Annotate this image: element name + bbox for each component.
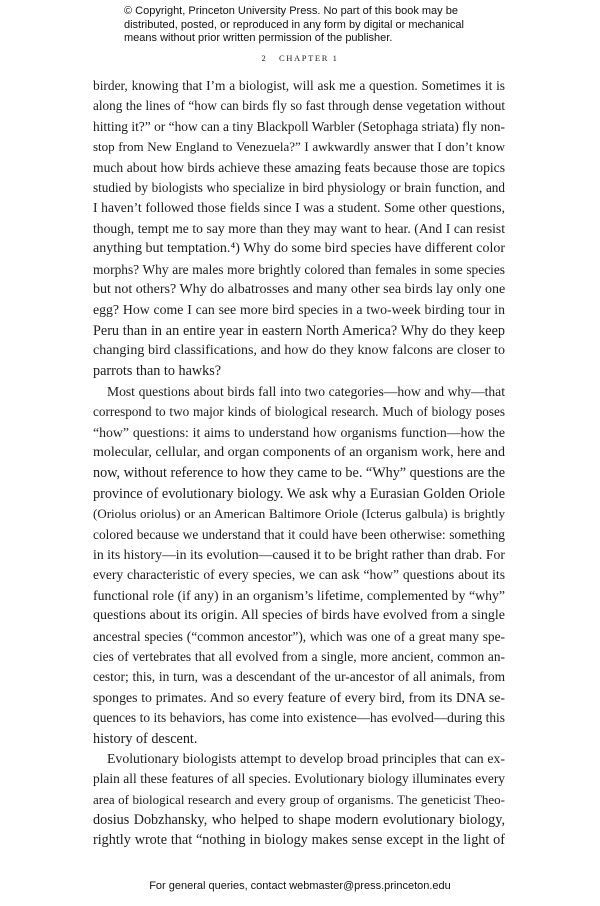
text-line: studied by biologists who specialize in bird physiology or brain function, and (93, 179, 505, 195)
footer-contact: For general queries, contact webmaster@press.princeton.edu (149, 880, 451, 892)
text-line: morphs? Why are males more brightly colored than females in some species (93, 261, 505, 277)
text-line: colored because we understand that it could have been otherwise: something (93, 526, 505, 542)
paragraph (93, 382, 505, 749)
text-line: province of evolutionary biology. We ask why a Eurasian Golden Oriole (93, 485, 505, 502)
text-line: “how” questions: it aims to understand how organisms function—how the (93, 424, 505, 440)
text-line: quences to its behaviors, has come into existence—has evolved—during this (93, 710, 505, 726)
page-number: 2 (261, 53, 268, 63)
running-head (0, 53, 600, 63)
text-line: cestor; this, in turn, was a descendant of the ur-ancestor of all animals, from (93, 669, 505, 685)
copyright-line: distributed, posted, or reproduced in any form by digital or mechanical (124, 18, 464, 31)
text-line: Peru than in an entire year in eastern North America? Why do they keep (93, 322, 505, 339)
text-line: stop from New England to Venezuela?” I awkwardly answer that I don’t know (93, 139, 505, 155)
copyright-line: © Copyright, Princeton University Press. No part of this book may be (124, 5, 458, 17)
text-line: plain all these features of all species. Evolutionary biology illuminates every (93, 771, 505, 787)
text-line: rightly wrote that “nothing in biology makes sense except in the light of (93, 832, 505, 849)
text-line: Evolutionary biologists attempt to develop broad principles that can ex- (107, 750, 505, 766)
copyright-notice (124, 5, 484, 46)
text-line: molecular, cellular, and organ components of an organism work, here and (93, 445, 505, 461)
text-line: I haven’t followed those fields since I was a student. Some other questions, (93, 200, 505, 216)
text-line: in its history—in its evolution—caused it to be bright rather than drab. For (93, 546, 505, 562)
text-line: cies of vertebrates that all evolved from a single, more ancient, common an- (93, 648, 505, 664)
text-line: history of descent. (93, 730, 198, 747)
text-line: area of biological research and every group of organisms. The geneticist Theo- (93, 791, 505, 807)
text-line: though, tempt me to say more than they may want to hear. (And I can resist (93, 220, 505, 236)
text-line: dosius Dobzhansky, who helped to shape modern evolutionary biology, (93, 812, 505, 829)
text-line: much about how birds achieve these amazing feats because those are topics (93, 159, 505, 175)
paragraph (93, 749, 505, 851)
text-line: birder, knowing that I’m a biologist, will ask me a question. Sometimes it is (93, 78, 505, 93)
chapter-title: CHAPTER 1 (279, 53, 339, 63)
text-line: sponges to primates. And so every feature of every bird, from its DNA se- (93, 689, 505, 705)
paragraph (93, 76, 505, 382)
text-line: egg? How come I can see more bird species in a two-week birding tour in (93, 302, 505, 318)
text-line: parrots than to hawks? (93, 363, 222, 380)
text-line: questions about its origin. All species of birds have evolved from a single (93, 608, 505, 624)
copyright-line: means without prior written permission of the publisher. (124, 32, 393, 44)
text-line: (Oriolus oriolus) or an American Baltimore Oriole (Icterus galbula) is brightly (93, 506, 505, 522)
text-line: but not others? Why do albatrosses and many other sea birds lay only one (93, 281, 506, 297)
text-line: ancestral species (“common ancestor”), which was one of a great many spe- (93, 628, 505, 644)
text-line: hitting it?” or “how can a tiny Blackpoll Warbler (Setophaga striata) fly non- (93, 118, 505, 134)
body-text (93, 76, 505, 851)
text-line: every characteristic of every species, we can ask “how” questions about its (93, 567, 505, 583)
text-line: changing bird classifications, and how do they know falcons are closer to (93, 343, 505, 359)
text-line: now, without reference to how they came to be. “Why” questions are the (93, 465, 505, 482)
text-line: along the lines of “how can birds fly so fast through dense vegetation without (93, 98, 505, 114)
text-line: correspond to two major kinds of biological research. Much of biology poses (93, 404, 505, 420)
text-line: Most questions about birds fall into two categories—how and why—that (107, 383, 505, 399)
text-line: anything but temptation.⁴) Why do some bird species have different color (93, 241, 505, 257)
text-line: functional role (if any) in an organism’s lifetime, complemented by “why” (93, 587, 505, 603)
